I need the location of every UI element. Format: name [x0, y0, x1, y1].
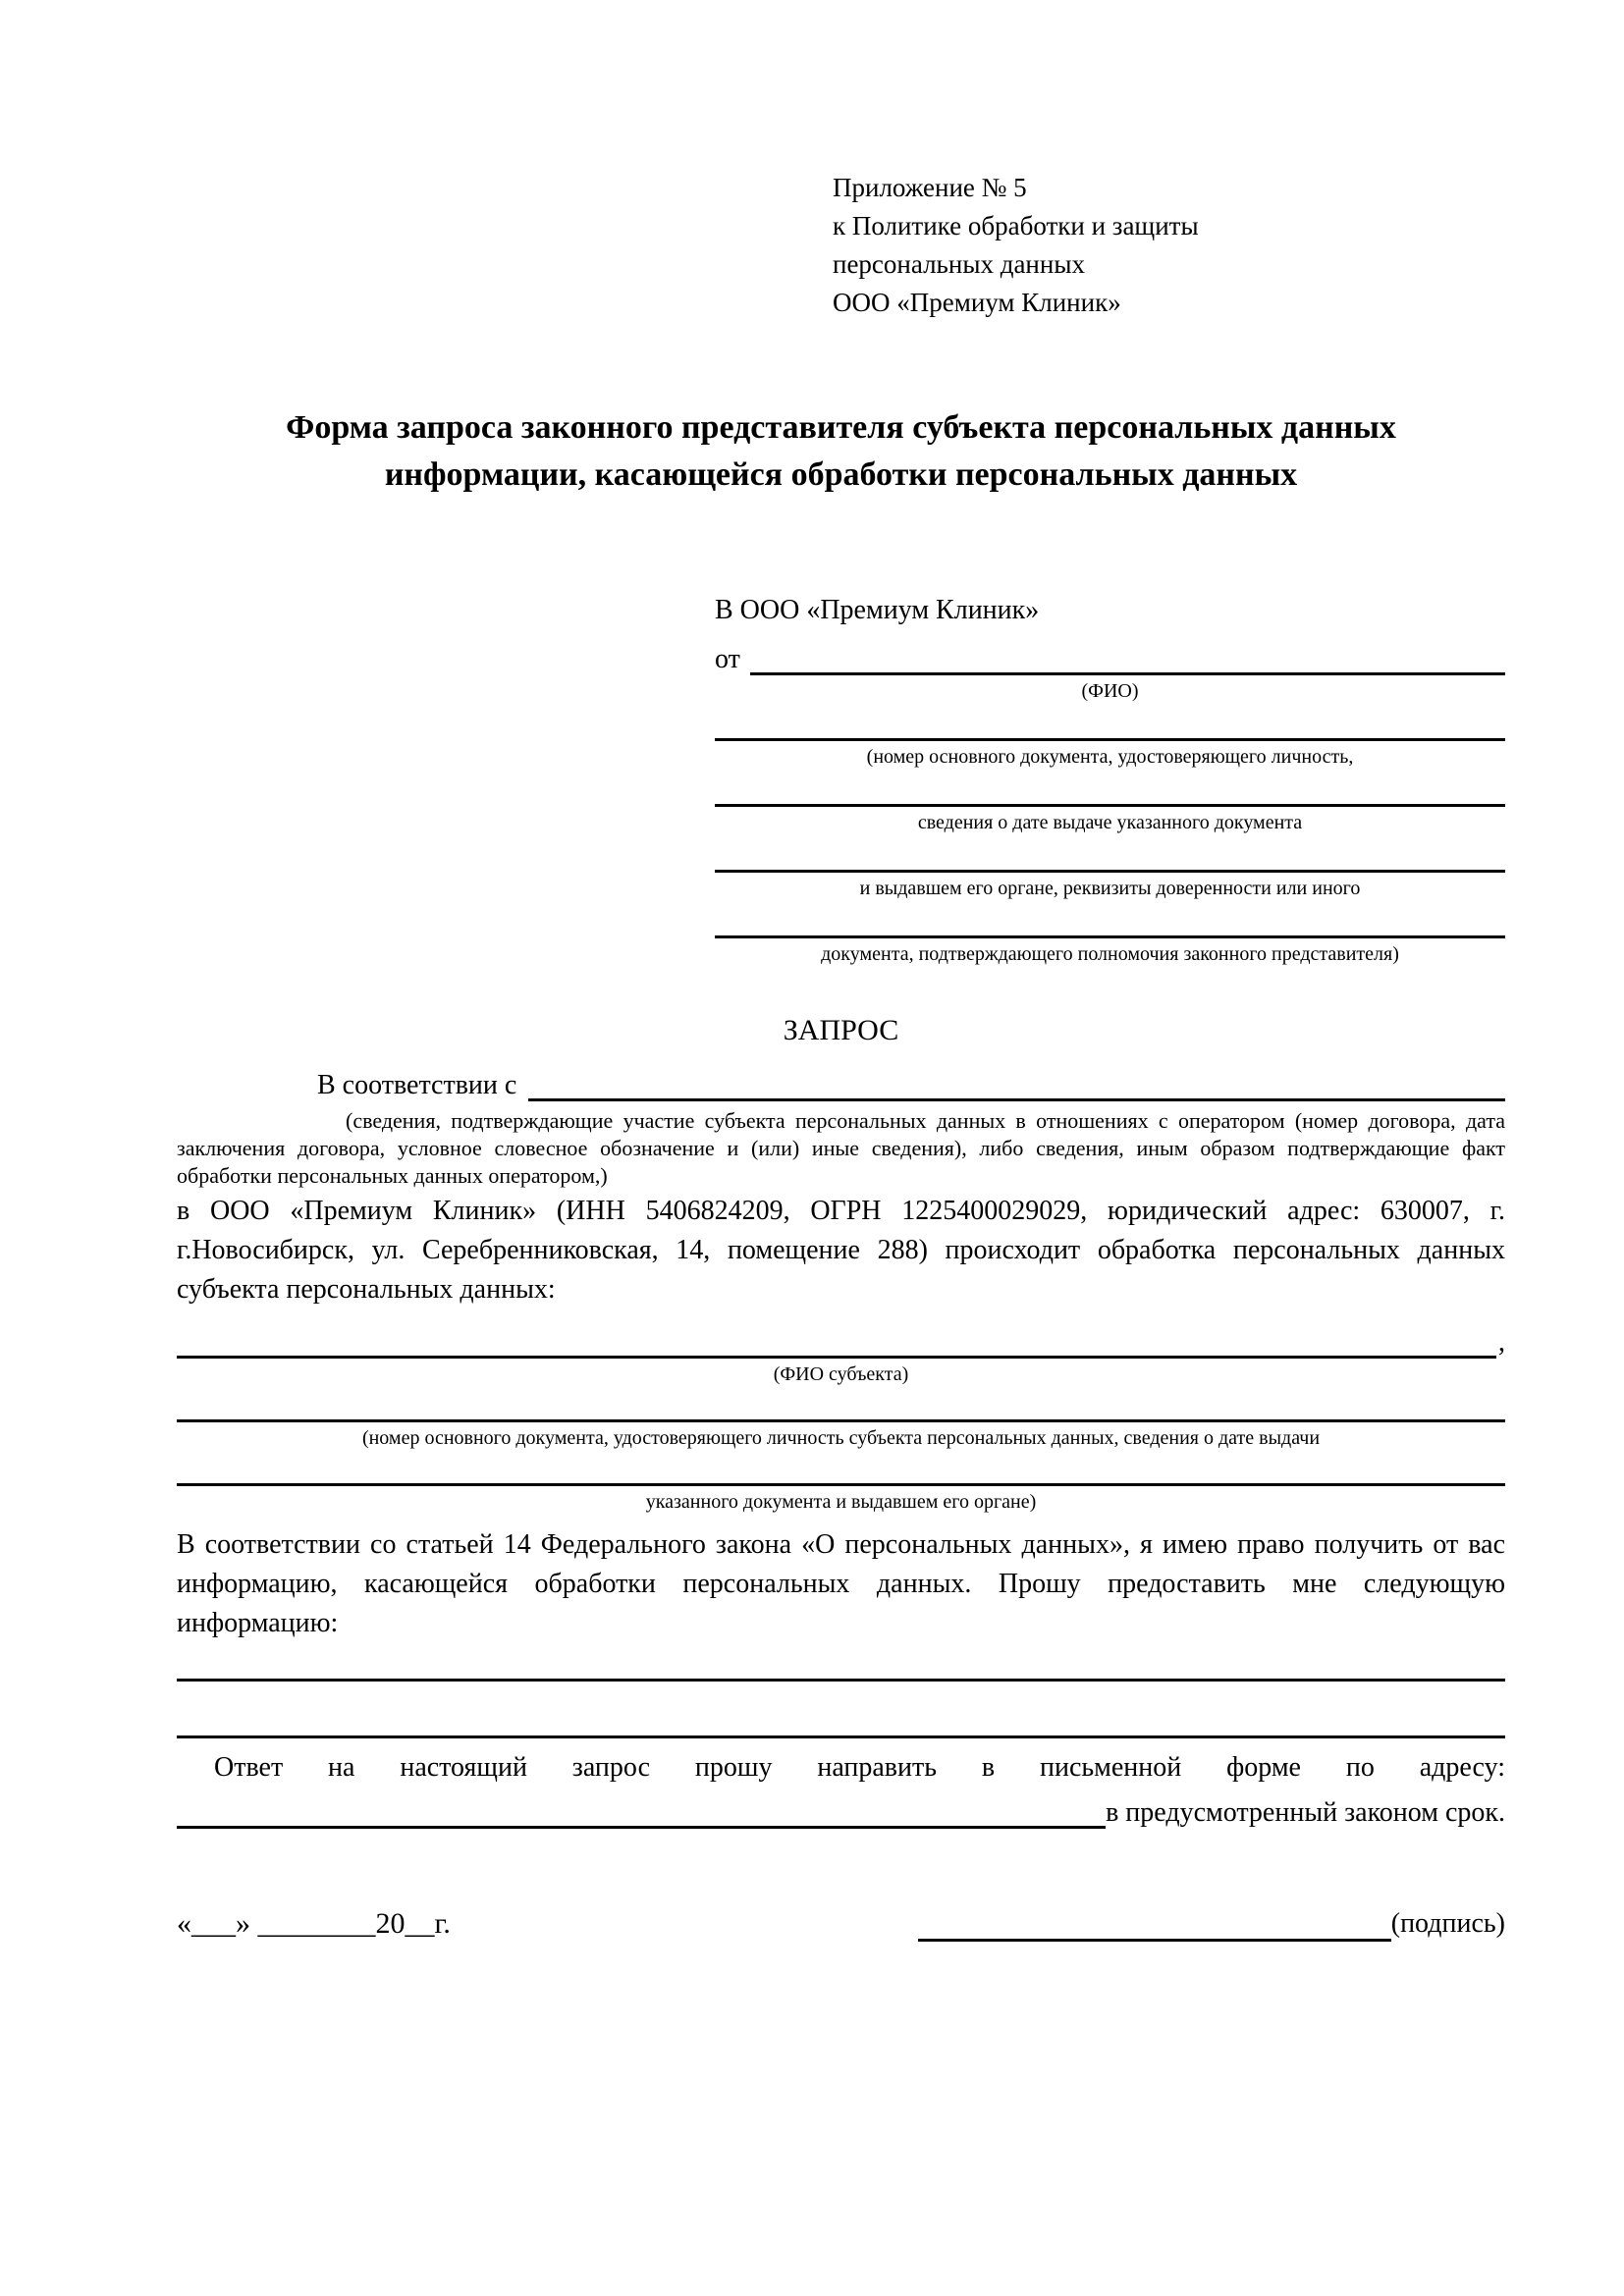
reply-address-row: [177, 1788, 1505, 1829]
representative-doc-blank-2[interactable]: [715, 769, 1505, 807]
request-heading: ЗАПРОС: [783, 1014, 899, 1046]
date-field[interactable]: «___» ________20__г.: [177, 1907, 451, 1940]
document-title-line: Форма запроса законного представителя субъекта персональных данных: [286, 409, 1396, 446]
representative-doc-caption-1: (номер основного документа, удостоверяющего личность,: [866, 746, 1354, 768]
footer-row: [177, 1905, 1505, 1942]
from-label: от: [715, 644, 740, 674]
law-paragraph: В соответствии со статьей 14 Федерального закона «О персональных данных», я имею право получить от вас информацию, касающейся обработки персональных данных. Прошу предоставить мне следующую информацию:: [177, 1529, 1505, 1638]
reply-request-paragraph: Ответ на настоящий запрос прошу направить в письменной форме по адресу:: [214, 1752, 1505, 1783]
representative-doc-caption-3: и выдавшем его органе, реквизиты доверенности или иного: [859, 878, 1361, 899]
representative-doc-blank-3[interactable]: [715, 834, 1505, 873]
accordance-row: [177, 1058, 1505, 1101]
accordance-caption: (сведения, подтверждающие участие субъекта персональных данных в отношениях с оператором (номер договора, дата заключения договора, условное словесное обозначение и (или) иные сведения), либо сведения, иным образом подтверждающие факт обработки персональных данных оператором,): [177, 1108, 1505, 1188]
appendix-header: [833, 0, 1624, 322]
information-blank-2[interactable]: [177, 1735, 1505, 1738]
signature-blank[interactable]: [918, 1905, 1391, 1942]
document-title: [177, 404, 1505, 499]
reply-address-blank[interactable]: [177, 1785, 1106, 1829]
appendix-header-line: персональных данных: [833, 249, 1085, 279]
representative-doc-caption-2: сведения о дате выдаче указанного документа: [917, 812, 1303, 833]
signature-caption: (подпись): [1390, 1908, 1505, 1939]
reply-tail: в предусмотренный законом срок.: [1106, 1797, 1505, 1828]
addressee-organization: В ООО «Премиум Клиник»: [715, 595, 1040, 625]
representative-doc-blank-1[interactable]: [715, 703, 1505, 741]
accordance-label: В соответствии с: [317, 1070, 517, 1100]
from-row: [715, 632, 1505, 675]
document-title-line: информации, касающейся обработки персональных данных: [384, 456, 1298, 493]
appendix-header-line: Приложение № 5: [833, 173, 1027, 202]
representative-doc-caption-4: документа, подтверждающего полномочия законного представителя): [821, 943, 1399, 965]
representative-doc-blank-4[interactable]: [715, 900, 1505, 938]
appendix-header-line: к Политике обработки и защиты: [833, 211, 1199, 240]
addressee-block: [715, 589, 1505, 966]
information-blank-1[interactable]: [177, 1679, 1505, 1682]
operator-paragraph: в ООО «Премиум Клиник» (ИНН 5406824209, ОГРН 1225400029029, юридический адрес: 630007, г. г.Новосибирск, ул. Серебренниковская, 14, помещение 288) происходит обработка персональных данных субъекта персональных данных:: [177, 1196, 1505, 1305]
subject-doc-blank-2[interactable]: [177, 1450, 1505, 1486]
subject-doc-caption-1: (номер основного документа, удостоверяющего личность субъекта персональных данных, сведения о дате выдачи: [361, 1427, 1321, 1449]
representative-fio-blank[interactable]: [750, 629, 1505, 675]
signature-group: [918, 1905, 1505, 1942]
subject-doc-caption-2: указанного документа и выдавшем его органе): [645, 1491, 1037, 1513]
subject-fio-comma: ,: [1498, 1327, 1505, 1358]
subject-fio-blank[interactable]: [177, 1322, 1496, 1359]
appendix-header-line: ООО «Премиум Клиник»: [833, 288, 1121, 317]
subject-fio-row: [177, 1325, 1505, 1359]
subject-fio-caption: (ФИО субъекта): [773, 1363, 909, 1385]
accordance-blank[interactable]: [528, 1055, 1505, 1101]
fio-caption: (ФИО): [1081, 680, 1139, 702]
subject-doc-blank-1[interactable]: [177, 1386, 1505, 1422]
